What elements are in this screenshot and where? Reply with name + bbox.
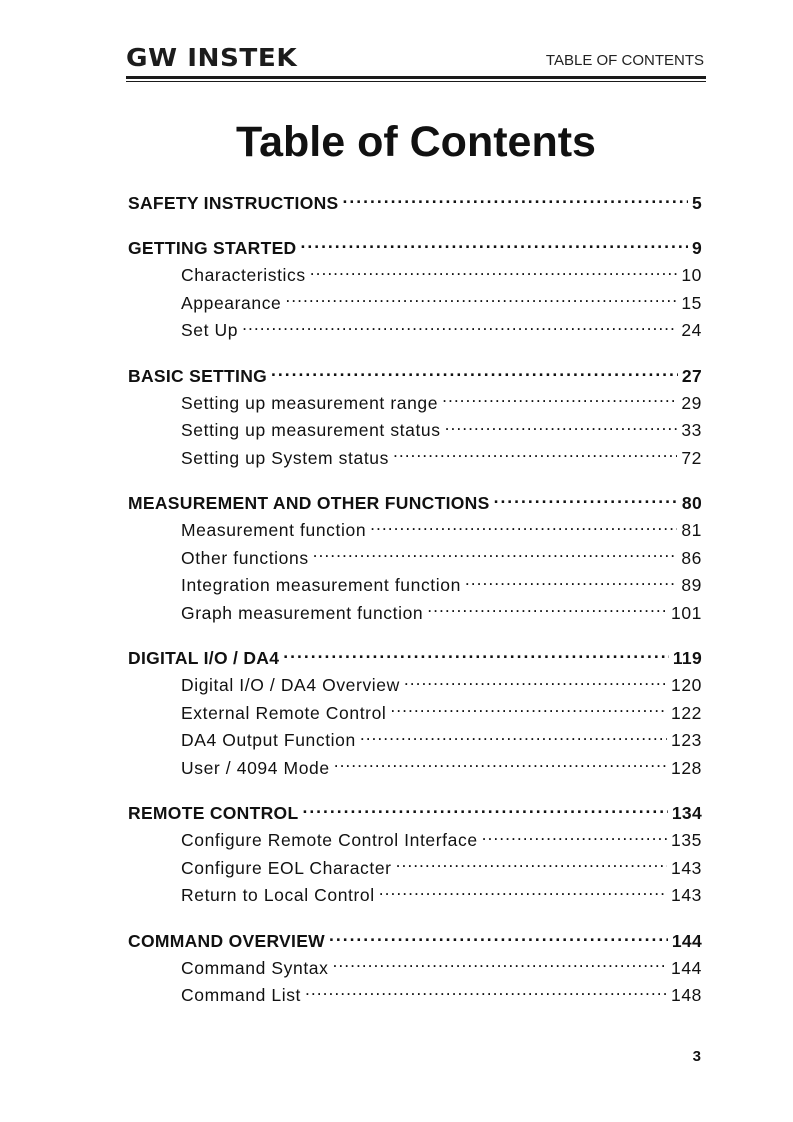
toc-entry-label: Measurement function: [181, 520, 367, 540]
toc-entry-label: Command List: [181, 985, 302, 1005]
header-rule-thick: [126, 76, 706, 79]
toc-section-entry[interactable]: [128, 290, 702, 318]
header-rule-thin: [126, 81, 706, 82]
toc-dot-leader: [285, 291, 677, 309]
toc-dot-leader: [333, 956, 668, 974]
table-of-contents: [128, 190, 702, 1010]
toc-entry-page-number: 122: [671, 702, 702, 723]
toc-entry-page-number: 143: [671, 885, 702, 905]
toc-section-entry[interactable]: [128, 317, 702, 345]
toc-dot-leader: [404, 674, 667, 692]
toc-entry-page-number: 27: [681, 365, 702, 386]
toc-entry-page-number: 101: [671, 602, 702, 623]
toc-chapter-entry[interactable]: [128, 645, 702, 672]
toc-dot-leader: [494, 492, 678, 510]
toc-section-entry[interactable]: [128, 517, 702, 545]
toc-section-entry[interactable]: [128, 545, 702, 573]
toc-entry-page-number: 120: [671, 675, 702, 695]
toc-section-entry[interactable]: [128, 700, 702, 728]
toc-entry-label: Appearance: [181, 292, 282, 313]
toc-entry-label: REMOTE CONTROL: [128, 803, 299, 823]
toc-entry-page-number: 144: [671, 957, 702, 978]
toc-dot-leader: [271, 364, 678, 382]
toc-section-entry[interactable]: [128, 955, 702, 983]
toc-dot-leader: [343, 192, 688, 210]
toc-dot-leader: [313, 546, 678, 564]
toc-entry-page-number: 24: [681, 320, 702, 340]
toc-entry-label: SAFETY INSTRUCTIONS: [128, 193, 339, 213]
toc-entry-page-number: 86: [681, 547, 702, 568]
toc-entry-label: COMMAND OVERVIEW: [128, 930, 325, 951]
toc-section-entry[interactable]: [128, 445, 702, 473]
toc-dot-leader: [310, 264, 678, 282]
toc-entry-label: MEASUREMENT AND OTHER FUNCTIONS: [128, 493, 490, 513]
toc-entry-page-number: 134: [671, 803, 702, 823]
toc-dot-leader: [465, 574, 677, 592]
toc-entry-page-number: 144: [671, 930, 702, 951]
toc-entry-label: BASIC SETTING: [128, 365, 268, 386]
toc-section-entry[interactable]: [128, 262, 702, 290]
toc-entry-label: Command Syntax: [181, 957, 329, 978]
toc-chapter-entry[interactable]: [128, 363, 702, 390]
toc-dot-leader: [396, 856, 667, 874]
toc-dot-leader: [393, 446, 677, 464]
toc-entry-label: User / 4094 Mode: [181, 757, 330, 778]
toc-dot-leader: [427, 601, 667, 619]
toc-dot-leader: [390, 701, 667, 719]
toc-entry-label: Setting up measurement range: [181, 392, 439, 413]
toc-dot-leader: [442, 391, 677, 409]
toc-section-entry[interactable]: [128, 827, 702, 855]
toc-entry-page-number: 9: [691, 238, 702, 258]
toc-entry-page-number: 135: [671, 830, 702, 850]
toc-section-entry[interactable]: [128, 755, 702, 783]
toc-entry-label: Graph measurement function: [181, 602, 424, 623]
toc-entry-label: Other functions: [181, 547, 309, 568]
page-title: Table of Contents: [236, 118, 596, 166]
toc-chapter-entry[interactable]: [128, 928, 702, 955]
toc-entry-label: Digital I/O / DA4 Overview: [181, 675, 400, 695]
toc-dot-leader: [370, 519, 677, 537]
toc-chapter-entry[interactable]: [128, 190, 702, 217]
gw-instek-logo: GW INSTEK: [126, 43, 298, 72]
toc-entry-page-number: 80: [681, 493, 702, 513]
toc-entry-page-number: 148: [671, 985, 702, 1005]
toc-dot-leader: [300, 237, 687, 255]
toc-entry-page-number: 29: [681, 392, 702, 413]
footer-page-number: 3: [692, 1048, 701, 1065]
toc-entry-page-number: 81: [681, 520, 702, 540]
toc-entry-page-number: 89: [681, 575, 702, 595]
toc-dot-leader: [334, 756, 667, 774]
toc-dot-leader: [302, 802, 667, 820]
toc-entry-page-number: 15: [681, 292, 702, 313]
toc-entry-page-number: 72: [681, 447, 702, 468]
toc-entry-page-number: 5: [691, 193, 702, 213]
toc-entry-label: Characteristics: [181, 265, 306, 285]
toc-entry-page-number: 123: [671, 730, 702, 750]
toc-dot-leader: [379, 884, 667, 902]
toc-section-entry[interactable]: [128, 855, 702, 883]
toc-entry-page-number: 143: [671, 857, 702, 878]
toc-dot-leader: [329, 929, 668, 947]
toc-section-entry[interactable]: [128, 727, 702, 755]
toc-chapter-entry[interactable]: [128, 490, 702, 517]
toc-section-entry[interactable]: [128, 390, 702, 418]
toc-section-entry[interactable]: [128, 672, 702, 700]
toc-dot-leader: [283, 647, 669, 665]
toc-dot-leader: [360, 729, 667, 747]
toc-dot-leader: [242, 319, 677, 337]
toc-entry-page-number: 119: [672, 648, 702, 668]
toc-dot-leader: [482, 829, 667, 847]
toc-dot-leader: [305, 984, 667, 1002]
toc-entry-label: DA4 Output Function: [181, 730, 356, 750]
toc-entry-label: Configure Remote Control Interface: [181, 830, 478, 850]
toc-entry-label: Set Up: [181, 320, 239, 340]
toc-entry-label: GETTING STARTED: [128, 238, 297, 258]
toc-entry-label: Integration measurement function: [181, 575, 461, 595]
toc-section-entry[interactable]: [128, 417, 702, 445]
toc-entry-label: Configure EOL Character: [181, 857, 392, 878]
toc-entry-label: Setting up System status: [181, 447, 389, 468]
toc-section-entry[interactable]: [128, 600, 702, 628]
header-section-title: TABLE OF CONTENTS: [545, 52, 704, 69]
toc-entry-label: External Remote Control: [181, 702, 387, 723]
toc-entry-label: Setting up measurement status: [181, 420, 441, 440]
toc-entry-page-number: 10: [681, 265, 702, 285]
toc-chapter-entry[interactable]: [128, 800, 702, 827]
toc-entry-label: Return to Local Control: [181, 885, 375, 905]
toc-entry-label: DIGITAL I/O / DA4: [128, 648, 280, 668]
toc-chapter-entry[interactable]: [128, 235, 702, 262]
toc-entry-page-number: 128: [671, 757, 702, 778]
toc-section-entry[interactable]: [128, 882, 702, 910]
toc-dot-leader: [445, 419, 678, 437]
toc-section-entry[interactable]: [128, 572, 702, 600]
toc-entry-page-number: 33: [681, 420, 702, 440]
toc-section-entry[interactable]: [128, 982, 702, 1010]
